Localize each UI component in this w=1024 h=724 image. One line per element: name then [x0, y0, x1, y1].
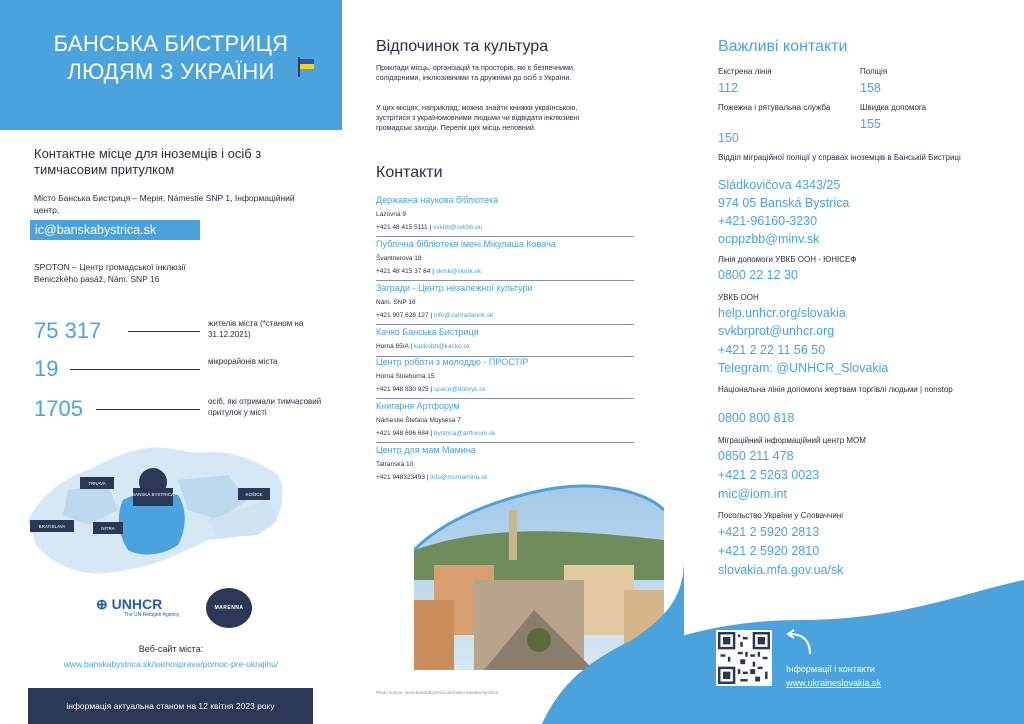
marena-logo: MARENNA [206, 588, 252, 628]
curved-arrow-icon [784, 628, 814, 658]
unhcr-phone[interactable]: +421 2 22 11 56 50 [718, 343, 826, 357]
qr-code-icon[interactable] [716, 630, 772, 686]
leisure-description: У цих місцях, наприклад, можна знайти книжки українською, зустрітися з україномовними людьми чи відвідати інклюзивні громадські заходи. Перелік цих місць неповний. [376, 103, 580, 132]
fire-number[interactable]: 150 [718, 131, 739, 145]
website-link[interactable]: www.banskabystrica.sk/samosprava/pomoc-pre-ukrajinu/ [63, 659, 279, 669]
unhcr-telegram[interactable]: Telegram: @UNHCR_Slovakia [718, 361, 889, 375]
map-label-bratislava: BRATISLAVA [38, 524, 66, 529]
right-panel [684, 0, 1024, 724]
embassy-phone-1[interactable]: +421 2 5920 2813 [718, 525, 820, 539]
unhcr-label: УВКБ ООН [718, 293, 759, 302]
unhcr-logo: ⊕ UNHCR [96, 596, 163, 612]
police-label: Поліція [860, 67, 888, 76]
list-item: Центр роботи з молоддю - ПРОСТІР Horná Strieborná 15 +421 948 830 925 | space@dobryk.sk [376, 356, 636, 399]
city-address: Місто Банська Бистриця – Мерія, Námestie SNP 1, Інформаційний центр, [34, 193, 295, 215]
unhcr-email[interactable]: svkbrprot@unhcr.org [718, 324, 835, 338]
footer-note: інформація актуальна станом на 12 квітня 2023 року [28, 688, 313, 724]
page-title: БАНСЬКА БИСТРИЦЯ ЛЮДЯМ З УКРАЇНИ [53, 31, 289, 84]
contacts-heading: Контакти [376, 164, 443, 181]
migration-email[interactable]: ocppzbb@minv.sk [718, 232, 820, 246]
stat-districts: 19 мікрорайонів міста [34, 356, 278, 381]
embassy-label: Посольство України у Словаччині [718, 511, 843, 520]
iom-phone-2[interactable]: +421 2 5263 0023 [718, 468, 820, 482]
embassy-phone-2[interactable]: +421 2 5920 2810 [718, 544, 820, 558]
unhcr-website[interactable]: help.unhcr.org/slovakia [718, 306, 846, 320]
migration-address-2: 974 05 Banská Bystrica [718, 196, 850, 210]
spoton-info: SPOTON – Центр громадської інклюзії Beniczkého pasáž, Nám. SNP 16 [34, 262, 186, 284]
emergency-label: Екстрена лінія [718, 67, 772, 76]
list-item: Качко Банська Бистриця Horná 65/A | kackobb@kacko.sk [376, 326, 636, 357]
police-number[interactable]: 158 [860, 81, 881, 95]
leisure-intro: Приклади місць, організацій та просторів, які є безпечними, солідарними, інклюзивними та дружніми до осіб з України. [376, 63, 575, 82]
ambulance-number[interactable]: 155 [860, 117, 881, 131]
embassy-website[interactable]: slovakia.mfa.gov.ua/sk [718, 563, 844, 577]
emergency-number[interactable]: 112 [718, 81, 738, 95]
list-item: Загради - Центр незалежної культури Nám. SNP 16 +421 907 628 127 | info@zahradaonk.sk [376, 282, 636, 325]
contact-email[interactable]: ic@banskabystrica.sk [30, 220, 200, 240]
unicef-label: Лінія допомоги УВКБ ООН - ЮНІСЕФ [718, 255, 857, 264]
map-label-trnava: TRNAVA [88, 481, 106, 486]
slovakia-map [28, 440, 288, 580]
trafficking-number[interactable]: 0800 800 818 [718, 411, 795, 425]
migration-address-1: Sládkovičova 4343/25 [718, 178, 841, 192]
stat-refugees: 1705 осіб, які отримали тимчасовий притулок у місті [34, 396, 322, 421]
map-label-banska-bystrica: BANSKÁ BYSTRICA [131, 492, 175, 497]
contact-heading: Контактне місце для іноземців і осіб з тимчасовим притулком [34, 146, 262, 177]
list-item: Державна наукова бібліотека Lazovná 9 +421 48 415 5111 | svkbb@svkbb.eu [376, 194, 636, 237]
migration-phone[interactable]: +421-96160-3230 [718, 214, 818, 228]
fire-label: Пожежна і рятувальна служба [718, 103, 831, 112]
partner-logos: ⊕ UNHCR The UN Refugee Agency MARENNA [96, 588, 276, 628]
stat-residents: 75 317 жителів міста (*станом на 31.12.2021) [34, 318, 304, 343]
iom-email[interactable]: mic@iom.int [718, 487, 787, 501]
list-item: Книгарня Артфорум Námestie Štefana Moysesa 7 +421 948 696 684 | bystrica@artforum.sk [376, 400, 636, 443]
unicef-number[interactable]: 0800 22 12 30 [718, 268, 798, 282]
banner-wave [0, 100, 342, 150]
left-panel [0, 0, 342, 724]
ambulance-label: Швидка допомога [860, 103, 927, 112]
info-label: Інформації і контакти [786, 664, 875, 674]
bottom-wave [542, 580, 1024, 724]
ukraine-flag-icon [298, 57, 316, 77]
iom-label: Міграційний інформаційний центр МОМ [718, 436, 866, 445]
list-item: Центр для мам Мамина Tatranská 10 +421 948323493 | info@mcmamina.sk [376, 445, 488, 481]
leisure-heading: Відпочинок та культура [376, 38, 549, 55]
photo-credit: Photo source: www.banskabystrica.sk/mesto-banska-bystrica [376, 690, 499, 695]
important-contacts-heading: Важливі контакти [718, 38, 848, 55]
list-item: Публічна бібліотека імені Мікулаша Ковача Švantnerova 18 +421 48 415 37 84 | vkmk@vkmk.sk [376, 238, 636, 281]
map-label-nitra: NITRA [101, 526, 115, 531]
migration-police-label: Відділ міграційної поліції у справах іноземців в Банській Бистриці [718, 153, 961, 162]
trafficking-label: Національна лінія допомоги жертвам торгівлі людьми | nonstop [718, 385, 953, 394]
website-label: Веб-сайт міста: [138, 644, 204, 654]
info-link[interactable]: www.ukraineslovakia.sk [786, 678, 882, 688]
map-label-kosice: KOŠICE [245, 492, 263, 497]
iom-phone-1[interactable]: 0850 211 478 [718, 449, 794, 463]
